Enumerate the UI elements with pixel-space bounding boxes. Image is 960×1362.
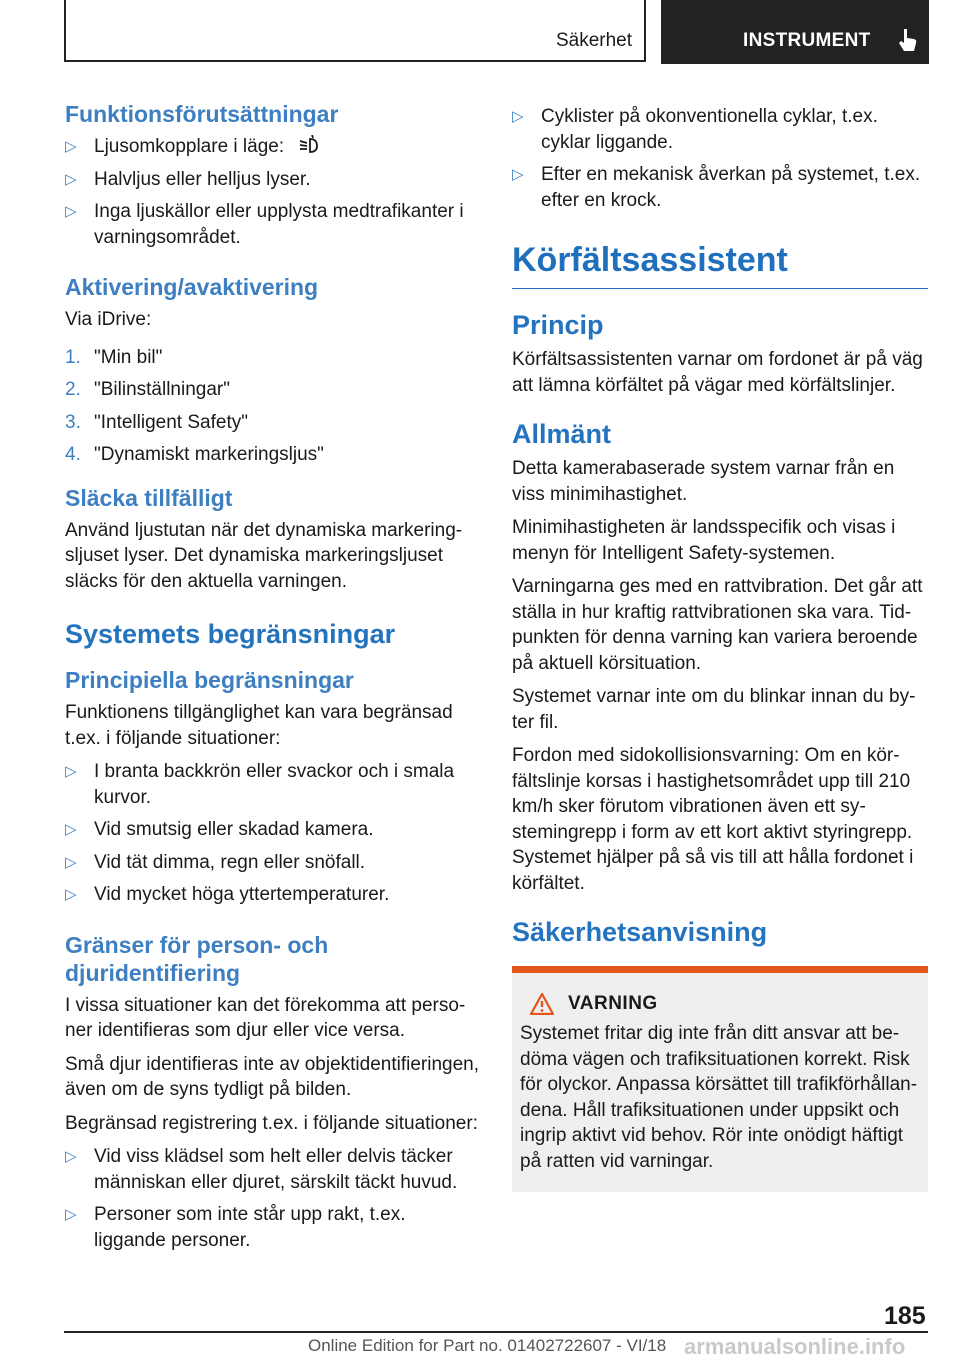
- list-item: ▷ I branta backkrön eller svackor och i smala kurvor.: [65, 761, 455, 808]
- paragraph: Detta kamerabaserade system varnar från en viss minimihastighet.: [512, 458, 895, 505]
- paragraph: Funktionens tillgänglighet kan vara begränsad t.ex. i följande situationer:: [65, 702, 453, 749]
- footer-divider: [64, 1331, 928, 1333]
- limitations-list: [65, 759, 480, 908]
- heading-allmant: Allmänt: [512, 419, 612, 449]
- list-item: ▷ Cyklister på okonventionella cyklar, t.ex. cyklar liggande.: [512, 106, 878, 153]
- heading-granser: Gränser för person- och djuridentifiering: [65, 931, 329, 986]
- list-item: ▷ Vid tät dimma, regn eller snöfall.: [65, 850, 480, 876]
- warning-header: [520, 993, 920, 1015]
- triangle-bullet-icon: ▷: [512, 166, 524, 183]
- step-item: 4. "Dynamiskt markeringsljus": [65, 444, 324, 465]
- list-item: ▷ Ljusomkopplare i läge:: [65, 134, 480, 160]
- triangle-bullet-icon: ▷: [512, 108, 524, 125]
- triangle-bullet-icon: ▷: [65, 203, 77, 220]
- step-item: 1. "Min bil": [65, 346, 163, 368]
- steps-list: [65, 345, 480, 468]
- paragraph: Via iDrive:: [65, 309, 152, 330]
- triangle-bullet-icon: ▷: [65, 821, 77, 838]
- warning-text: Systemet fritar dig inte från ditt ansvar att bedöma vägen och trafiksituationen korrekt. Risk för olyckor. Anpassa körsättet till trafikförhållandena. Håll trafiksituationen under uppsikt och ingrip aktivt vid behov. Rör inte onödigt häftigt på ratten vid varningar.: [520, 1023, 918, 1172]
- list-item: ▷ Vid mycket höga yttertemperaturer.: [65, 882, 480, 908]
- paragraph: Minimihastigheten är landsspecifik och visas i menyn för Intelligent Safety-systemen.: [512, 517, 896, 564]
- right-column: [512, 100, 928, 1192]
- paragraph: Körfältsassistenten varnar om fordonet är på väg att lämna körfältet på vägar med körfältslinjer.: [512, 349, 923, 396]
- list-item: ▷ Vid viss klädsel som helt eller delvis täcker människan eller djuret, särskilt täckt huvud.: [65, 1146, 458, 1193]
- paragraph: I vissa situationer kan det förekomma att personer identifieras som djur eller vice versa.: [65, 994, 466, 1041]
- chapter-tab-label: INSTRUMENT: [743, 30, 871, 51]
- list-item: ▷ Vid smutsig eller skadad kamera.: [65, 817, 480, 843]
- heading-principiella: Principiella begränsningar: [65, 667, 354, 693]
- heading-funktionsforutsattningar: Funktionsförutsättningar: [65, 101, 339, 127]
- paragraph: Små djur identifieras inte av objektidentifieringen, även om de syns tydligt på bilden.: [65, 1053, 480, 1100]
- heading-korfaltsassistent: Körfältsassistent: [512, 240, 928, 289]
- footer-edition: Online Edition for Part no. 01402722607 - VI/18: [308, 1336, 667, 1355]
- triangle-bullet-icon: ▷: [65, 853, 77, 871]
- triangle-bullet-icon: ▷: [65, 170, 77, 188]
- list-item: ▷ Efter en mekanisk åverkan på systemet, t.ex. efter en krock.: [512, 164, 921, 211]
- paragraph: Varningarna ges med en rattvibration. Det går att ställa in hur kraftig rattvibrationen ska vara. Tidpunkten för denna varning kan variera beroende på aktuell körsituation.: [512, 576, 923, 674]
- paragraph: Begränsad registrering t.ex. i följande situationer:: [65, 1112, 478, 1134]
- paragraph: Fordon med sidokollisionsvarning: Om en körfältslinje korsas i hastighetsområdet upp till 210 km/h sker förutom vibrationen även ett systemingrepp i form av ett kort aktivt styringrepp. Systemet hjälper på så vis till att hålla fordonet i körfältet.: [512, 745, 914, 894]
- triangle-bullet-icon: ▷: [65, 886, 77, 903]
- paragraph: Använd ljustutan när det dynamiska markeringsljuset lyser. Det dynamiska markeringsljuset släcks för den aktuella varningen.: [65, 519, 463, 592]
- warning-label: VARNING: [568, 993, 658, 1014]
- step-item: 2. "Bilinställningar": [65, 379, 230, 400]
- heading-princip: Princip: [512, 310, 604, 340]
- requirements-list: [65, 134, 480, 250]
- triangle-bullet-icon: ▷: [65, 763, 77, 780]
- paragraph: Systemet varnar inte om du blinkar innan du byter fil.: [512, 686, 916, 733]
- list-item: ▷ Halvljus eller helljus lyser.: [65, 167, 480, 193]
- heading-slacka: Släcka tillfälligt: [65, 484, 233, 511]
- heading-sakerhetsanvisning: Säkerhetsanvisning: [512, 917, 768, 947]
- heading-systemets-begransningar: Systemets begränsningar: [65, 619, 396, 649]
- section-tab-label: Säkerhet: [555, 30, 632, 51]
- triangle-bullet-icon: ▷: [65, 1148, 77, 1165]
- page-header: [64, 0, 929, 64]
- auto-headlight-icon: [297, 135, 321, 155]
- chapter-tab[interactable]: [661, 0, 929, 64]
- heading-aktivering: Aktivering/avaktivering: [65, 274, 319, 300]
- list-item: ▷ Inga ljuskällor eller upplysta medtrafikanter i varningsområdet.: [65, 201, 464, 248]
- step-item: 3. "Intelligent Safety": [65, 411, 248, 433]
- triangle-bullet-icon: ▷: [65, 1206, 77, 1223]
- page-number: 185: [884, 1302, 926, 1330]
- section-tab[interactable]: [64, 0, 646, 62]
- list-item: ▷ Personer som inte står upp rakt, t.ex. liggande personer.: [65, 1204, 406, 1251]
- detection-limits-list: [65, 1144, 480, 1253]
- watermark: armanualsonline.info: [684, 1334, 906, 1359]
- warning-triangle-icon: [530, 993, 554, 1015]
- pointing-hand-icon: [897, 27, 919, 53]
- triangle-bullet-icon: ▷: [65, 138, 77, 155]
- warning-box: [512, 966, 928, 1192]
- left-column: [65, 100, 480, 1260]
- continued-list: [512, 104, 928, 213]
